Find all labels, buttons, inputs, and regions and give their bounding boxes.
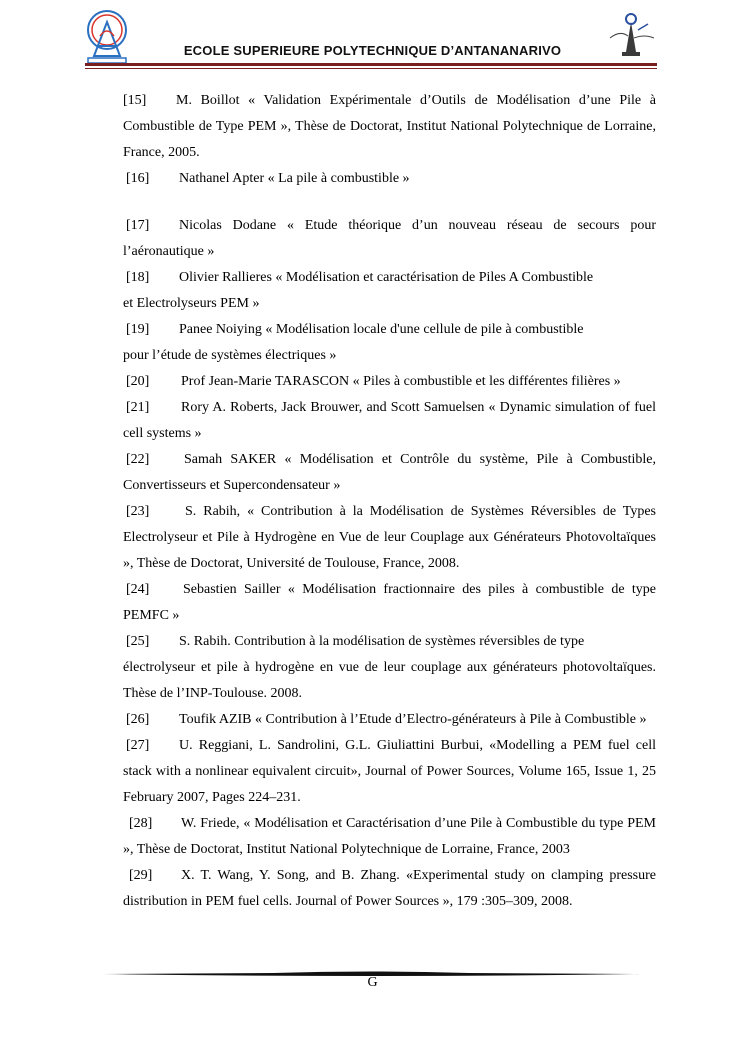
reference-item xyxy=(123,317,656,369)
reference-item xyxy=(123,166,656,192)
reference-number: [19] xyxy=(126,322,150,337)
reference-number: [16] xyxy=(126,171,150,186)
reference-item xyxy=(123,577,656,629)
reference-number: [23] xyxy=(126,504,150,519)
page-number: G xyxy=(367,975,378,990)
reference-number: [29] xyxy=(129,868,153,883)
reference-item xyxy=(123,629,656,707)
reference-text-continued: électrolyseur et pile à hydrogène en vue de leur couplage aux générateurs photovoltaïques. Thèse de l’INP-Toulouse. 2008. xyxy=(123,660,656,701)
page-header-title: ECOLE SUPERIEURE POLYTECHNIQUE D’ANTANANARIVO xyxy=(183,43,562,58)
reference-number: [18] xyxy=(126,270,150,285)
reference-text: Panee Noiying « Modélisation locale d'une cellule de pile à combustible xyxy=(179,322,584,337)
reference-item xyxy=(123,395,656,447)
reference-text: Toufik AZIB « Contribution à l’Etude d’Electro-générateurs à Pile à Combustible » xyxy=(179,712,647,727)
reference-text: Prof Jean-Marie TARASCON « Piles à combustible et les différentes filières » xyxy=(181,374,621,389)
reference-text: W. Friede, « Modélisation et Caractérisation d’une Pile à Combustible du type PEM », Thèse de Doctorat, Institut National Polytechnique de Lorraine, France, 2003 xyxy=(123,816,656,857)
reference-number: [26] xyxy=(126,712,150,727)
reference-item xyxy=(123,499,656,577)
reference-item xyxy=(123,213,656,265)
reference-text: Olivier Rallieres « Modélisation et caractérisation de Piles A Combustible xyxy=(179,270,594,285)
reference-number: [24] xyxy=(126,582,150,597)
reference-number: [21] xyxy=(126,400,150,415)
reference-text: Nathanel Apter « La pile à combustible » xyxy=(179,171,410,186)
reference-item xyxy=(123,811,656,863)
reference-text: Sebastien Sailler « Modélisation fractionnaire des piles à combustible de type PEMFC » xyxy=(123,582,656,623)
reference-number: [15] xyxy=(123,93,147,108)
reference-text: X. T. Wang, Y. Song, and B. Zhang. «Experimental study on clamping pressure distribution in PEM fuel cells. Journal of Power Sources », 179 :305–309, 2008. xyxy=(123,868,656,909)
footer-divider xyxy=(103,965,640,973)
reference-text: M. Boillot « Validation Expérimentale d’Outils de Modélisation d’une Pile à Combustible de Type PEM », Thèse de Doctorat, Institut National Polytechnique de Lorraine, France, 2005. xyxy=(123,93,656,160)
reference-number: [22] xyxy=(126,452,150,467)
header-divider-thin xyxy=(85,68,657,69)
reference-number: [27] xyxy=(126,738,150,753)
reference-text: U. Reggiani, L. Sandrolini, G.L. Giuliattini Burbui, «Modelling a PEM fuel cell stack with a nonlinear equivalent circuit», Journal of Power Sources, Volume 165, Issue 1, 25 February 2007, Pages 224–231. xyxy=(123,738,656,805)
reference-item xyxy=(123,863,656,915)
reference-text: Samah SAKER « Modélisation et Contrôle du système, Pile à Combustible, Convertisseurs et Supercondensateur » xyxy=(123,452,656,493)
reference-item xyxy=(123,733,656,811)
reference-number: [28] xyxy=(129,816,153,831)
reference-number: [17] xyxy=(126,218,150,233)
reference-text-continued: et Electrolyseurs PEM » xyxy=(123,296,260,311)
reference-item xyxy=(123,447,656,499)
header-divider-thick xyxy=(85,63,657,66)
reference-text: S. Rabih. Contribution à la modélisation de systèmes réversibles de type xyxy=(179,634,585,649)
reference-item xyxy=(123,265,656,317)
reference-item xyxy=(123,369,656,395)
reference-number: [25] xyxy=(126,634,150,649)
reference-text-continued: pour l’étude de systèmes électriques » xyxy=(123,348,337,363)
reference-item xyxy=(123,707,656,733)
reference-number: [20] xyxy=(126,374,150,389)
reference-text: Nicolas Dodane « Etude théorique d’un nouveau réseau de secours pour l’aéronautique » xyxy=(123,218,656,259)
reference-text: S. Rabih, « Contribution à la Modélisation de Systèmes Réversibles de Types Electrolyseur et Pile à Hydrogène en Vue de leur Couplage aux Générateurs Photovoltaïques », Thèse de Doctorat, Université de Toulouse, France, 2008. xyxy=(123,504,656,571)
school-crest-icon xyxy=(82,8,132,68)
reference-text: Rory A. Roberts, Jack Brouwer, and Scott Samuelsen « Dynamic simulation of fuel cell systems » xyxy=(123,400,656,441)
reference-item xyxy=(123,88,656,166)
reference-list xyxy=(123,88,656,915)
